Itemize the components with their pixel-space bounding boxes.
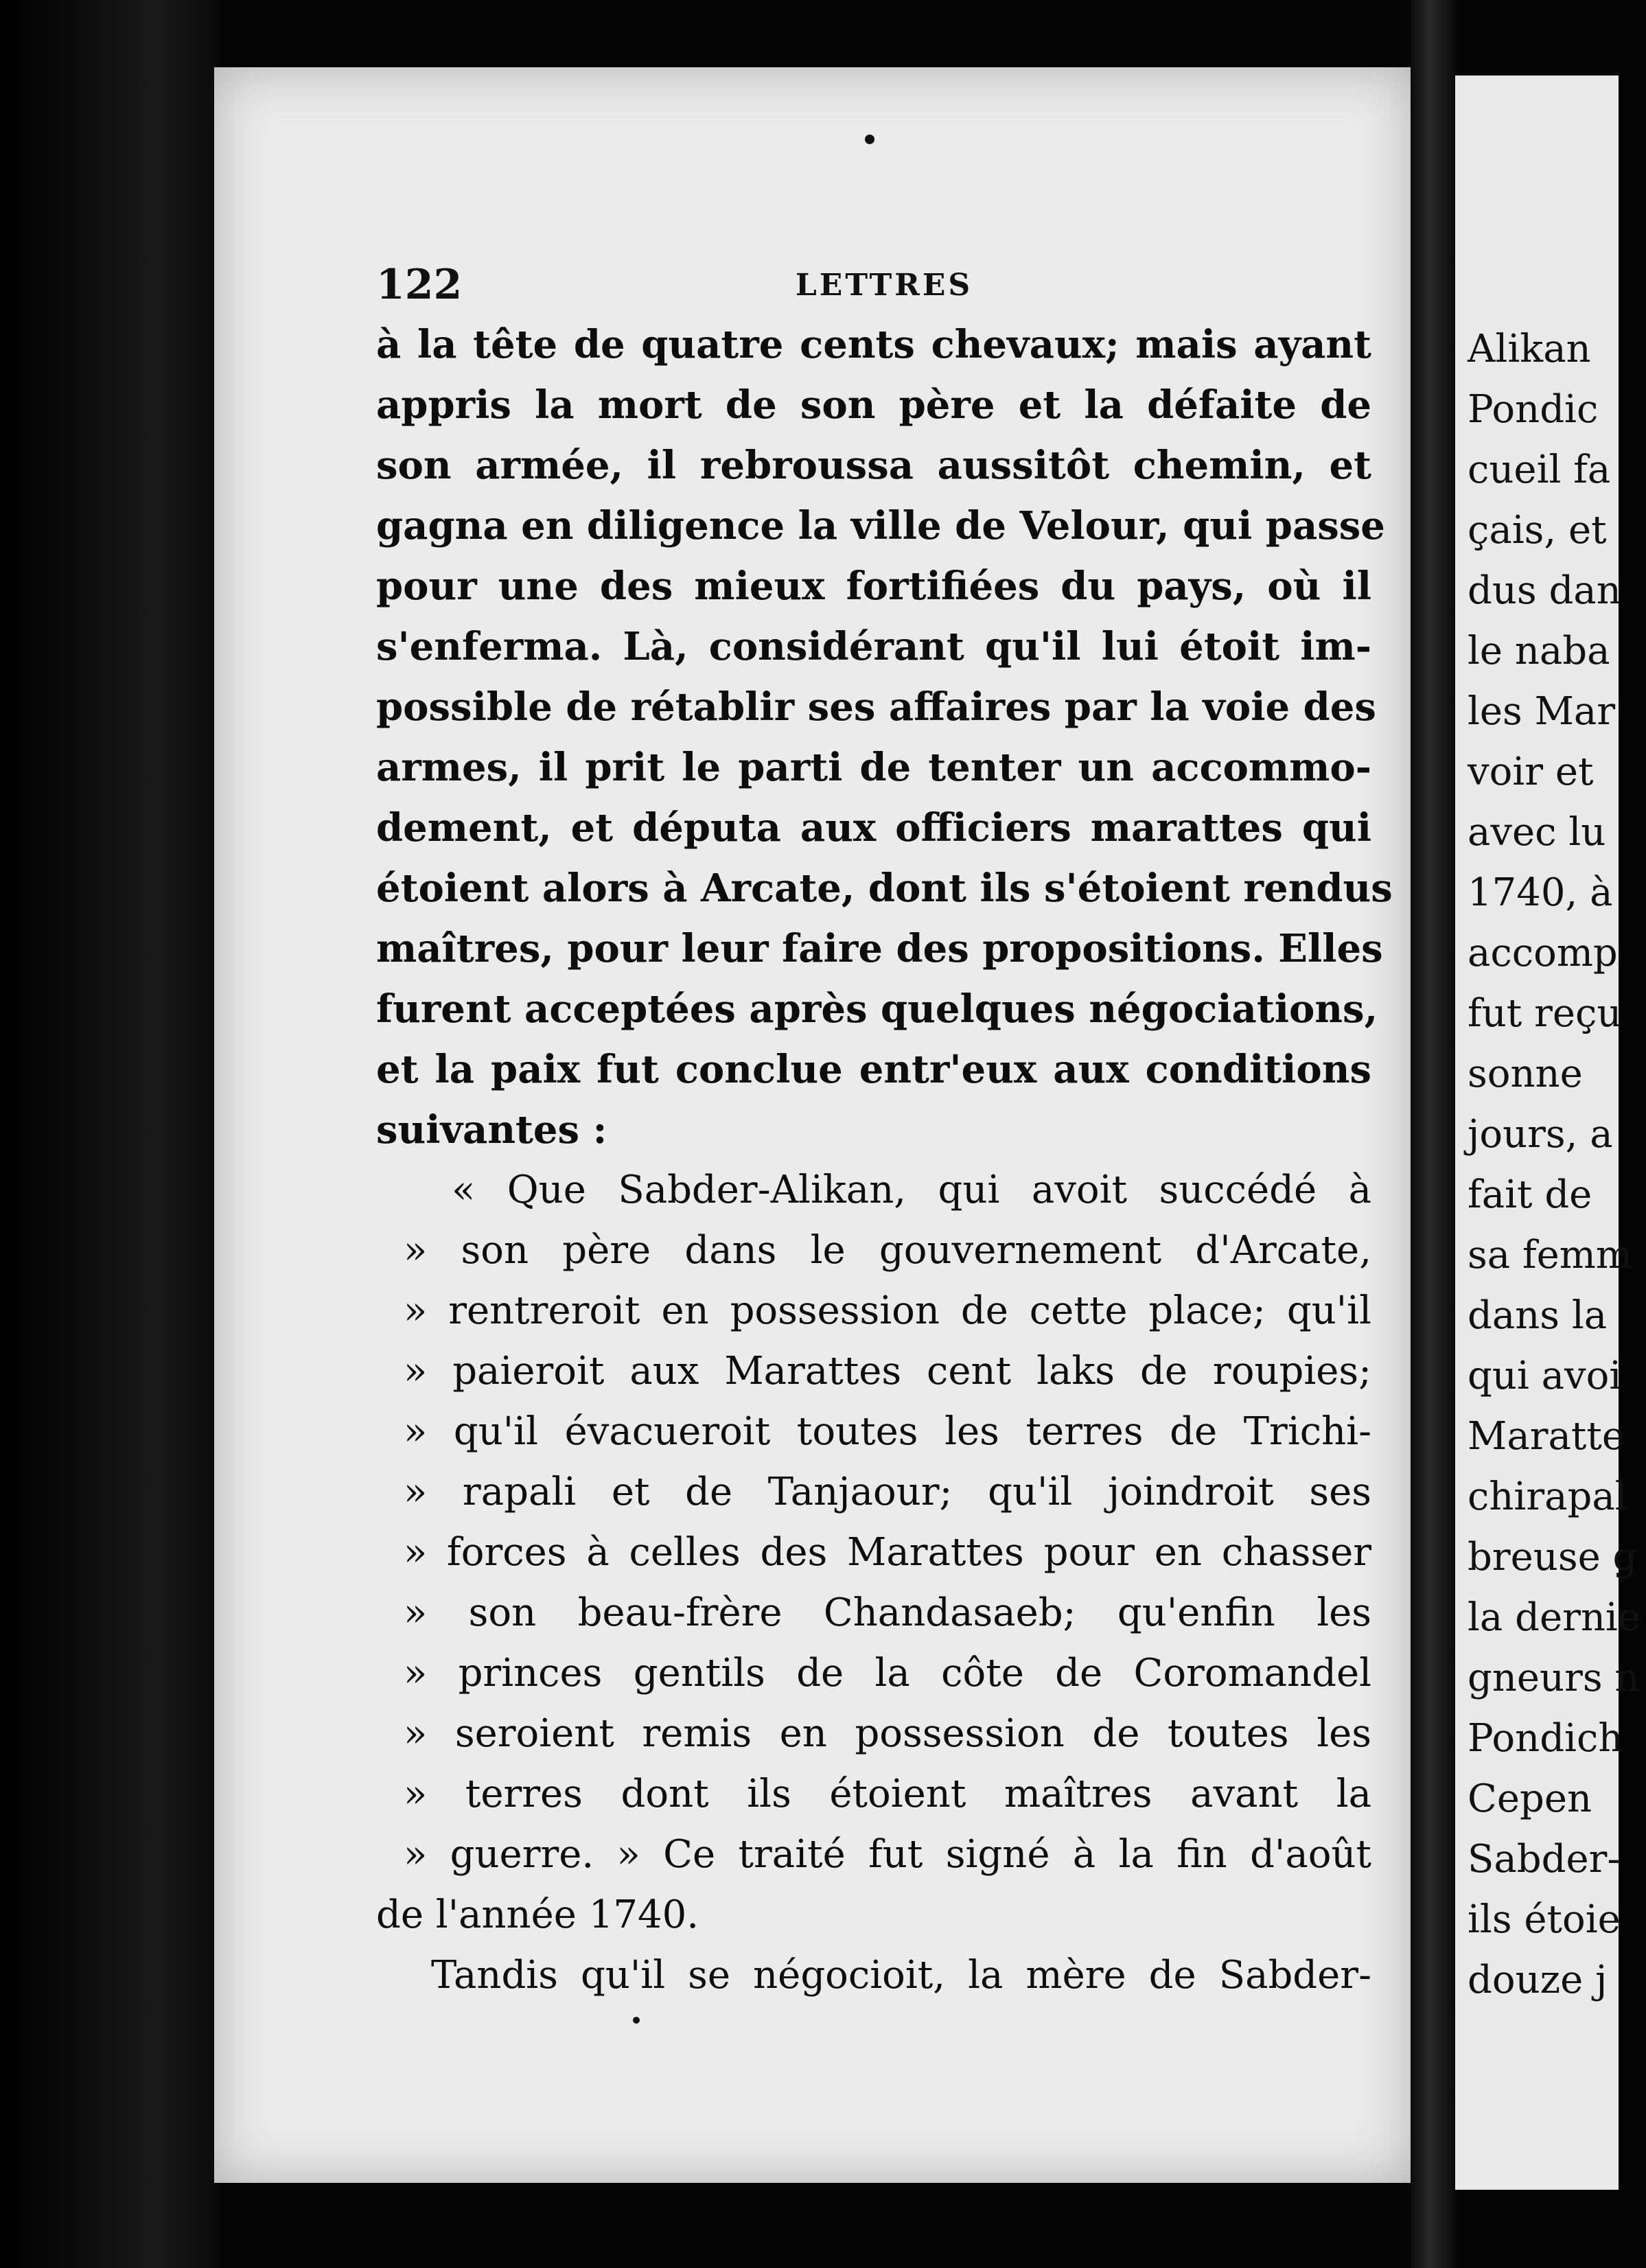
text-line: dans la xyxy=(1468,1293,1608,1338)
text-line: çais, et xyxy=(1468,508,1607,553)
text-line: qui avoi xyxy=(1468,1354,1622,1398)
body-text xyxy=(376,314,1393,2006)
quote-line: « Que Sabder-Alikan, qui avoit succédé à xyxy=(452,1168,1371,1212)
book-page xyxy=(214,67,1412,2183)
text-line: appris la mort de son père et la défaite de xyxy=(376,382,1371,428)
ink-speck xyxy=(865,135,874,144)
quote-line: » qu'il évacueroit toutes les terres de Trichi- xyxy=(404,1409,1371,1454)
facing-page xyxy=(1455,76,1641,2190)
text-line: maîtres, pour leur faire des propositions. Elles xyxy=(376,926,1383,971)
quote-line: » paieroit aux Marattes cent laks de roupies; xyxy=(404,1349,1371,1393)
text-line: voir et xyxy=(1468,750,1594,794)
text-line: armes, il prit le parti de tenter un accommo- xyxy=(376,745,1371,790)
text-line: Alikan xyxy=(1468,327,1591,371)
quote-line: » son père dans le gouvernement d'Arcate, xyxy=(404,1228,1371,1273)
text-line: le naba xyxy=(1468,629,1610,673)
text-line: suivantes : xyxy=(376,1107,607,1153)
text-line: son armée, il rebroussa aussitôt chemin, et xyxy=(376,443,1371,488)
quote-line: » guerre. » Ce traité fut signé à la fin d'août xyxy=(404,1832,1371,1877)
page-number: 122 xyxy=(376,261,463,309)
quote-line: » rentreroit en possession de cette place; qu'il xyxy=(404,1288,1371,1333)
quote-line: » terres dont ils étoient maîtres avant la xyxy=(404,1772,1371,1816)
text-line: furent acceptées après quelques négociations, xyxy=(376,986,1378,1032)
text-line: jours, a xyxy=(1468,1112,1613,1157)
ink-speck xyxy=(633,2017,640,2024)
text-line: ils étoie xyxy=(1468,1897,1621,1942)
text-line: accomp xyxy=(1468,931,1618,975)
text-line: possible de rétablir ses affaires par la voie des xyxy=(376,684,1376,730)
quote-line: » princes gentils de la côte de Coromandel xyxy=(404,1651,1371,1696)
text-line: de l'année 1740. xyxy=(376,1893,699,1937)
book-gutter xyxy=(1411,0,1459,2268)
text-line: dus dan xyxy=(1468,568,1621,613)
text-line: Maratte xyxy=(1468,1414,1625,1459)
text-line: et la paix fut conclue entr'eux aux conditions xyxy=(376,1047,1371,1092)
book-left-edge xyxy=(0,0,220,2268)
text-line: Pondic xyxy=(1468,387,1599,432)
text-line: sa femm xyxy=(1468,1233,1632,1277)
text-line: gagna en diligence la ville de Velour, qui passe xyxy=(376,503,1385,548)
text-line: gneurs n xyxy=(1468,1656,1640,1700)
text-line: dement, et députa aux officiers marattes qui xyxy=(376,805,1371,850)
quote-line: » seroient remis en possession de toutes les xyxy=(404,1711,1371,1756)
text-line: chirapal xyxy=(1468,1474,1627,1519)
text-line: 1740, à xyxy=(1468,870,1613,915)
text-line: pour une des mieux fortifiées du pays, où il xyxy=(376,564,1371,609)
text-line: Tandis qu'il se négocioit, la mère de Sabder- xyxy=(431,1953,1371,1998)
text-line: Cepen xyxy=(1468,1777,1592,1821)
quote-line: » forces à celles des Marattes pour en chasser xyxy=(404,1530,1371,1575)
text-line: avec lu xyxy=(1468,810,1606,855)
text-line: fait de xyxy=(1468,1172,1592,1217)
text-line: breuse g xyxy=(1468,1535,1638,1579)
running-head: LETTRES xyxy=(795,268,973,303)
text-line: la dernie xyxy=(1468,1595,1641,1640)
text-line: cueil fa xyxy=(1468,448,1611,492)
text-line: à la tête de quatre cents chevaux; mais ayant xyxy=(376,322,1371,367)
text-line: étoient alors à Arcate, dont ils s'étoient rendus xyxy=(376,866,1393,911)
facing-page-text xyxy=(1468,319,1646,2011)
text-line: s'enferma. Là, considérant qu'il lui étoit im- xyxy=(376,624,1371,669)
text-line: Sabder- xyxy=(1468,1837,1621,1882)
text-line: les Mar xyxy=(1468,689,1616,734)
text-line: fut reçu xyxy=(1468,991,1622,1036)
quote-line: » son beau-frère Chandasaeb; qu'enfin les xyxy=(404,1590,1371,1635)
quote-line: » rapali et de Tanjaour; qu'il joindroit ses xyxy=(404,1470,1371,1514)
text-line: sonne xyxy=(1468,1052,1583,1096)
text-line: Pondich xyxy=(1468,1716,1623,1761)
page-header xyxy=(376,261,1378,316)
text-line: douze j xyxy=(1468,1958,1608,2002)
